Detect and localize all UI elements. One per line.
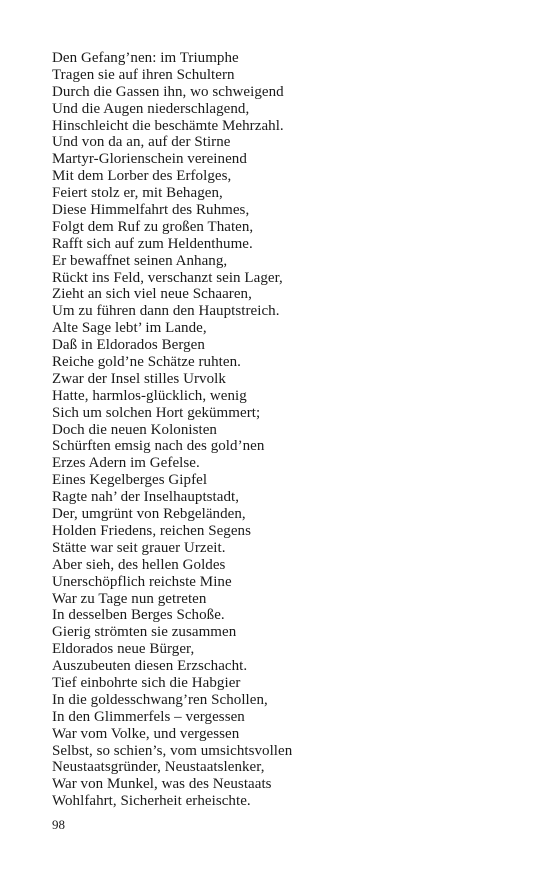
verse-line: Durch die Gassen ihn, wo schweigend [52,83,284,100]
page-number: 98 [52,817,65,832]
verse-line: War von Munkel, was des Neustaats [52,776,272,793]
verse-line: Unerschöpflich reichste Mine [52,573,232,590]
verse-line: Hinschleicht die beschämte Mehrzahl. [52,117,284,134]
verse-line: Und die Augen niederschlagend, [52,100,250,117]
verse-line: War vom Volke, und vergessen [52,725,240,742]
verse-line: Auszubeuten diesen Erzschacht. [52,658,248,675]
verse-line: Neustaatsgründer, Neustaatslenker, [52,759,265,776]
verse-line: Er bewaffnet seinen Anhang, [52,252,228,269]
verse-line: Sich um solchen Hort gekümmert; [52,404,261,421]
verse-line: Stätte war seit grauer Urzeit. [52,539,226,556]
verse-line: Zwar der Insel stilles Urvolk [52,370,226,387]
verse-line: Gierig strömten sie zusammen [52,624,237,641]
verse-line: Selbst, so schien’s, vom umsichtsvollen [52,742,293,759]
verse-line: Feiert stolz er, mit Behagen, [52,185,223,202]
verse-line: Aber sieh, des hellen Goldes [52,556,226,573]
verse-line: Schürften emsig nach des gold’nen [52,438,265,455]
verse-line: Diese Himmelfahrt des Ruhmes, [52,202,250,219]
verse-line: Ragte nah’ der Inselhauptstadt, [52,489,240,506]
verse-line: Tragen sie auf ihren Schultern [52,66,235,83]
verse-line: Martyr-Glorienschein vereinend [52,151,247,168]
verse-line: War zu Tage nun getreten [52,590,207,607]
poem-text [52,50,292,810]
verse-line: Eldorados neue Bürger, [52,641,195,658]
verse-line: In desselben Berges Schoße. [52,607,225,624]
verse-line: Den Gefang’nen: im Triumphe [52,50,239,66]
verse-line: Reiche gold’ne Schätze ruhten. [52,354,241,371]
verse-line: Mit dem Lorber des Erfolges, [52,168,232,185]
verse-line: Um zu führen dann den Hauptstreich. [52,303,280,320]
verse-line: In die goldesschwang’ren Schollen, [52,691,268,708]
verse-line: Rafft sich auf zum Heldenthume. [52,235,253,252]
verse-line: Und von da an, auf der Stirne [52,134,231,151]
verse-line: Hatte, harmlos-glücklich, wenig [52,387,247,404]
verse-line: Eines Kegelberges Gipfel [52,472,208,489]
verse-line: Daß in Eldorados Bergen [52,337,205,354]
verse-line: Erzes Adern im Gefelse. [52,455,200,472]
verse-line: In den Glimmerfels – vergessen [52,708,245,725]
verse-line: Wohlfahrt, Sicherheit erheischte. [52,793,251,810]
verse-line: Holden Friedens, reichen Segens [52,522,251,539]
verse-line: Zieht an sich viel neue Schaaren, [52,286,252,303]
verse-line: Tief einbohrte sich die Habgier [52,674,241,691]
verse-line: Der, umgrünt von Rebgeländen, [52,506,246,523]
verse-line: Rückt ins Feld, verschanzt sein Lager, [52,269,283,286]
verse-line: Folgt dem Ruf zu großen Thaten, [52,218,254,235]
verse-line: Alte Sage lebt’ im Lande, [52,320,207,337]
verse-line: Doch die neuen Kolonisten [52,421,217,438]
